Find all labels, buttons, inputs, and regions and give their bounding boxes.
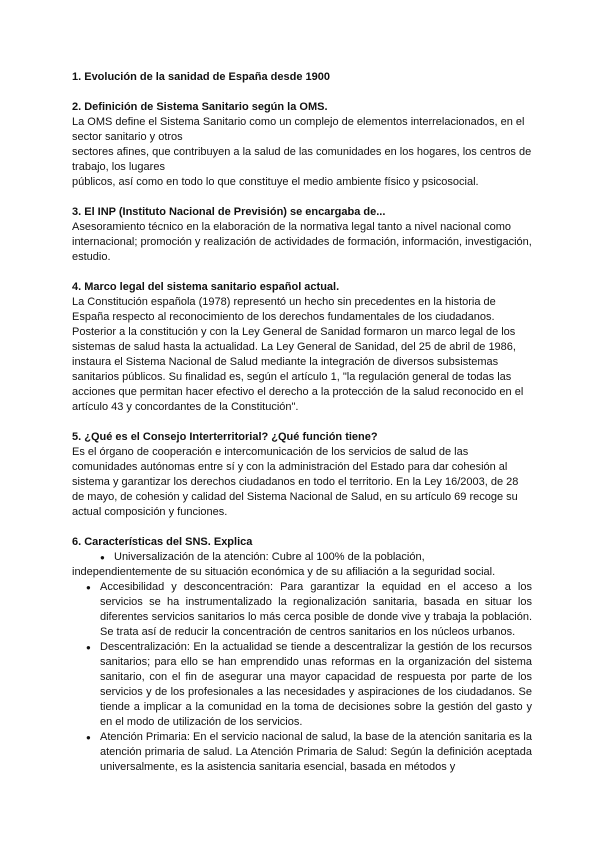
section-5-heading: 5. ¿Qué es el Consejo Interterritorial? ¿Qué función tiene? [72, 431, 378, 443]
list-item: ● Descentralización: En la actualidad se tiende a descentralizar la gestión de los recursos sanitarios; para ello se han emprendido unas reformas en la organización del sistema sanitario, con el fin de asegurar una mayor capacidad de respuesta por parte de los servicios y de los profesionales a las necesidades y aspiraciones de los ciudadanos. Se tiende a implicar a la comunidad en la toma de decisiones sobre la gestión del gasto y en el modo de utilización de los servicios. [86, 640, 532, 730]
section-2 [72, 100, 532, 190]
section-6-heading: 6. Características del SNS. Explica [72, 536, 253, 548]
section-4-heading: 4. Marco legal del sistema sanitario español actual. [72, 281, 340, 293]
section-1-heading: 1. Evolución de la sanidad de España desde 1900 [72, 71, 330, 83]
section-2-line-3: públicos, así como en todo lo que constituye el medio ambiente físico y psicosocial. [72, 176, 479, 188]
list-item [86, 550, 532, 565]
characteristics-list-continued [72, 580, 532, 775]
section-5 [72, 430, 532, 520]
list-item-continuation: independientemente de su situación económica y de su afiliación a la seguridad social. [72, 566, 496, 578]
section-4 [72, 280, 532, 415]
characteristics-list [72, 550, 532, 565]
section-4-text: La Constitución española (1978) representó un hecho sin precedentes en la historia de España respecto al reconocimiento de los derechos fundamentales de los ciudadanos. Posterior a la constitución y con la Ley General de Sanidad formaron un marco legal de los sistemas de salud hasta la actualidad. La Ley General de Sanidad, del 25 de abril de 1986, instaura el Sistema Nacional de Salud mediante la integración de diversos subsistemas sanitarios públicos. Su finalidad es, según el artículo 1, "la regulación general de todas las acciones que permitan hacer efectivo el derecho a la protección de la salud reconocido en el artículo 43 y concordantes de la Constitución". [72, 296, 524, 413]
document-content [72, 70, 532, 790]
list-item: ● Atención Primaria: En el servicio nacional de salud, la base de la atención sanitaria es la atención primaria de salud. La Atención Primaria de Salud: Según la definición aceptada universalmente, es la asistencia sanitaria esencial, basada en métodos y [86, 730, 532, 775]
section-1 [72, 70, 532, 85]
section-2-line-1: La OMS define el Sistema Sanitario como un complejo de elementos interrelacionados, en el sector sanitario y otros [72, 116, 525, 143]
section-3-heading: 3. El INP (Instituto Nacional de Previsión) se encargaba de... [72, 206, 386, 218]
list-item: ● Accesibilidad y desconcentración: Para garantizar la equidad en el acceso a los servicios se ha instrumentalizado la regionalización sanitaria, basada en situar los diferentes servicios sanitarios lo más cerca posible de donde vive y trabaja la población. Se trata así de reducir la concentración de centros sanitarios en los núcleos urbanos. [86, 580, 532, 640]
section-3-text: Asesoramiento técnico en la elaboración de la normativa legal tanto a nivel nacional como internacional; promoción y realización de actividades de formación, información, investigación, estudio. [72, 221, 532, 263]
section-3 [72, 205, 532, 265]
section-6 [72, 535, 532, 775]
list-item-text: Universalización de la atención: Cubre al 100% de la población, [114, 551, 425, 563]
section-2-heading: 2. Definición de Sistema Sanitario según la OMS. [72, 101, 328, 113]
section-5-text: Es el órgano de cooperación e intercomunicación de los servicios de salud de las comunidades autónomas entre sí y con la administración del Estado para dar cohesión al sistema y garantizar los derechos ciudadanos en todo el territorio. En la Ley 16/2003, de 28 de mayo, de cohesión y calidad del Sistema Nacional de Salud, en su artículo 69 recoge su actual composición y funciones. [72, 446, 519, 518]
section-2-line-2: sectores afines, que contribuyen a la salud de las comunidades en los hogares, los centros de trabajo, los lugares [72, 146, 532, 173]
